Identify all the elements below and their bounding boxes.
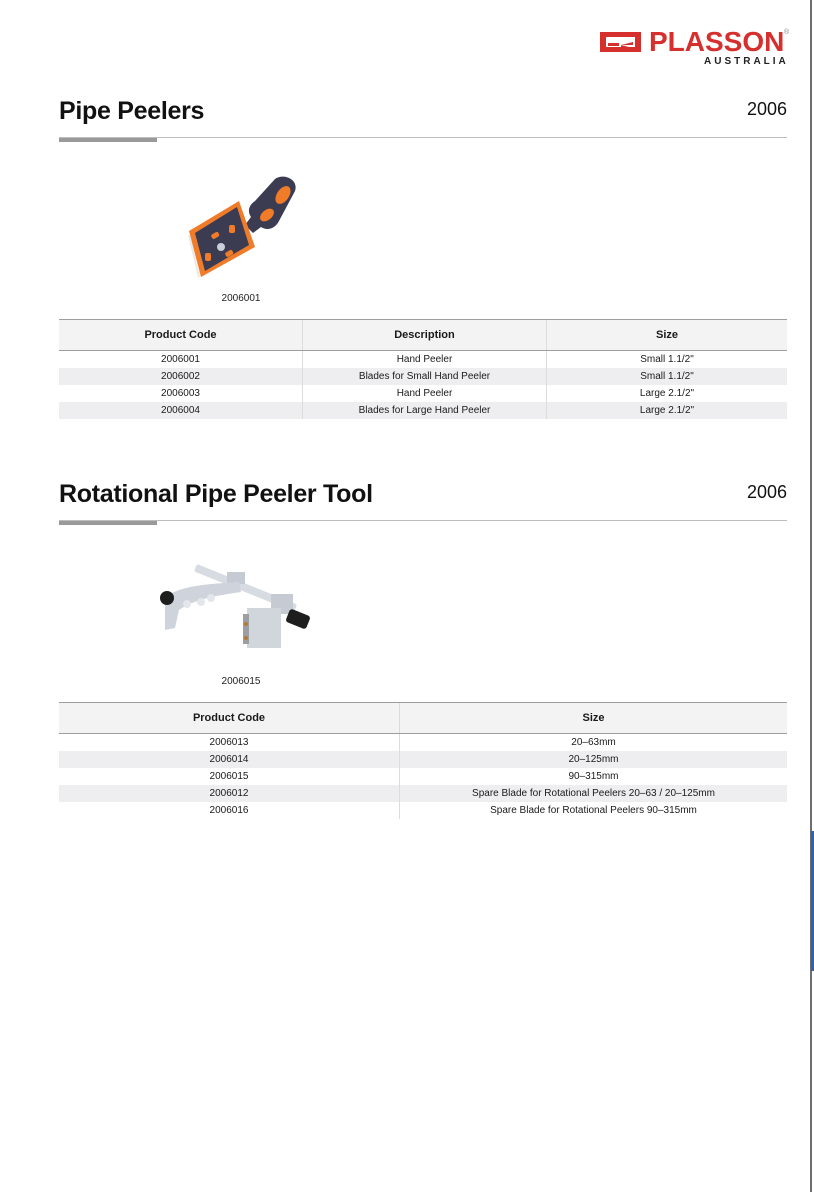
table-row: [59, 402, 787, 419]
size-cell: 20–125mm: [400, 751, 788, 768]
brand-subtitle: AUSTRALIA: [704, 56, 789, 67]
size-cell: Large 2.1/2": [547, 402, 788, 419]
product-code-cell: 2006003: [161, 388, 200, 399]
size-cell: Large 2.1/2": [547, 385, 788, 402]
size-cell: 20–63mm: [400, 734, 788, 752]
product-code-cell: 2006002: [59, 368, 303, 385]
product-code-cell: 2006004: [59, 402, 303, 419]
table-row: [59, 751, 787, 768]
image-caption: 2006001: [221, 293, 261, 304]
image-caption: 2006015: [221, 676, 261, 687]
plasson-logo-icon: [600, 32, 641, 52]
section-number: 2006: [746, 99, 787, 119]
hand-peeler-image: [183, 173, 303, 285]
section-divider: [59, 137, 787, 138]
plasson-logo: [600, 26, 792, 70]
table-header-row: [59, 320, 787, 351]
pipe-peelers-table: [59, 319, 787, 419]
table-row: [59, 785, 787, 802]
product-code-cell: 2006013: [209, 737, 249, 748]
product-code-cell: 2006014: [59, 751, 400, 768]
section-divider: [59, 520, 787, 521]
section-pipe-peelers: [59, 97, 787, 427]
description-cell: Hand Peeler: [303, 385, 547, 402]
table-row: [59, 802, 787, 819]
page-edge: [810, 0, 812, 1192]
product-code-cell: 2006015: [209, 771, 249, 782]
table-row: [59, 768, 787, 785]
table-row: [59, 368, 787, 385]
section-rotational-pipe-peeler: [59, 480, 787, 825]
section-divider-accent: [59, 521, 157, 525]
table-row: [59, 351, 787, 369]
column-header: Product Code: [59, 320, 303, 351]
column-header: Size: [547, 320, 788, 351]
section-divider-accent: [59, 138, 157, 142]
brand-name: PLASSON: [649, 26, 785, 57]
table-row: [59, 734, 787, 752]
column-header: Description: [303, 320, 547, 351]
column-header: Size: [400, 703, 788, 734]
description-cell: Blades for Large Hand Peeler: [303, 402, 547, 419]
section-number: 2006: [746, 482, 787, 502]
size-cell: Spare Blade for Rotational Peelers 20–63 / 20–125mm: [400, 785, 788, 802]
product-code-cell: 2006012: [59, 785, 400, 802]
size-cell: 90–315mm: [400, 768, 788, 785]
section-title: Rotational Pipe Peeler Tool: [59, 480, 373, 508]
section-title: Pipe Peelers: [59, 97, 205, 125]
product-code-cell: 2006016: [209, 805, 249, 816]
size-cell: Small 1.1/2": [547, 368, 788, 385]
column-header: Product Code: [59, 703, 400, 734]
rotational-peeler-table: [59, 702, 787, 819]
description-cell: Hand Peeler: [303, 351, 547, 369]
table-row: [59, 385, 787, 402]
size-cell: Small 1.1/2": [547, 351, 788, 369]
description-cell: Blades for Small Hand Peeler: [303, 368, 547, 385]
size-cell: Spare Blade for Rotational Peelers 90–315mm: [400, 802, 788, 819]
registered-mark: ®: [784, 29, 790, 36]
rotational-peeler-image: [157, 558, 327, 666]
table-header-row: [59, 703, 787, 734]
product-code-cell: 2006001: [161, 354, 200, 365]
